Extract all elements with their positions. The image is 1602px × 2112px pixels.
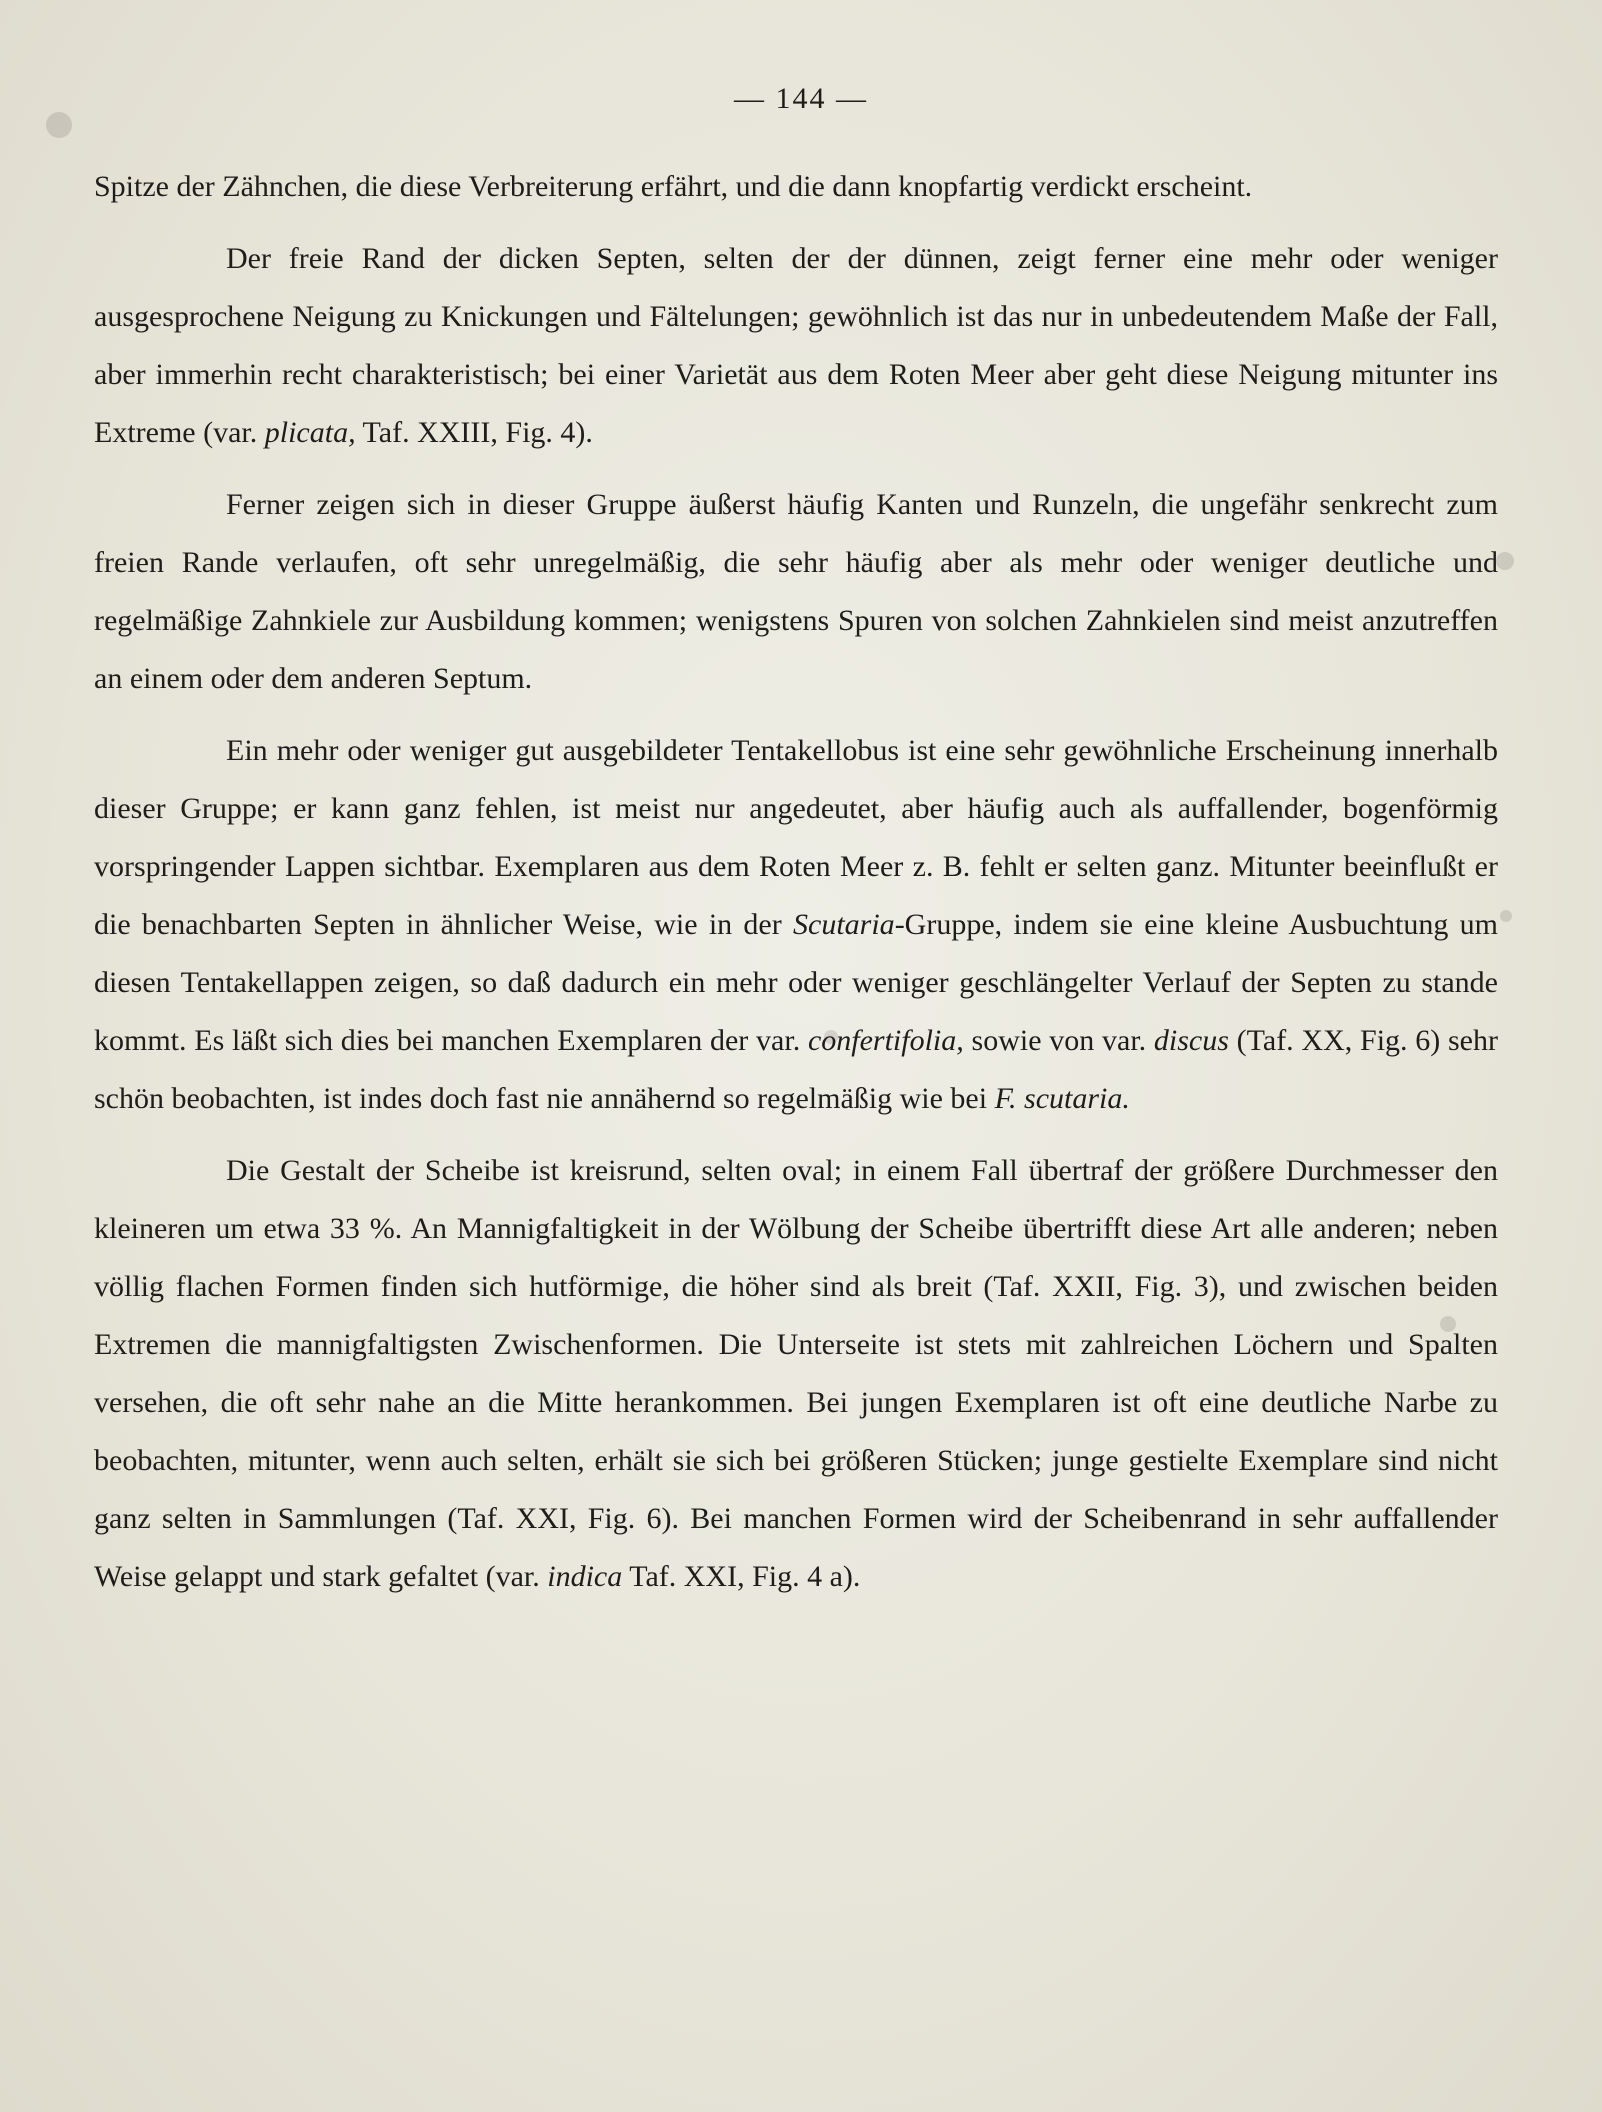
italic-term: plicata, [264,416,356,449]
text-run: Taf. XXIII, Fig. 4). [355,416,593,449]
text-run: Spitze der Zähnchen, die diese Verbreiterung erfährt, und die dann knopfartig verdickt erscheint. [94,170,1253,203]
paragraph [94,158,1498,216]
text-run: Taf. XXI, Fig. 4 a). [622,1560,861,1593]
text-run: Die Gestalt der Scheibe ist kreisrund, selten oval; in einem Fall übertraf der größere Durchmesser den kleineren um etwa 33 %. An Mannigfaltigkeit in der Wölbung der Scheibe übertrifft diese Art alle anderen; neben völlig flachen Formen finden sich hutförmige, die höher sind als breit (Taf. XXII, Fig. 3), und zwischen beiden Extremen die mannigfaltigsten Zwischenformen. Die Unterseite ist stets mit zahlreichen Löchern und Spalten versehen, die oft sehr nahe an die Mitte herankommen. Bei jungen Exemplaren ist oft eine deutliche Narbe zu beobachten, mitunter, wenn auch selten, erhält sie sich bei größeren Stücken; junge gestielte Exemplare sind nicht ganz selten in Sammlungen (Taf. XXI, Fig. 6). Bei manchen Formen wird der Scheibenrand in sehr auffallender Weise gelappt und stark gefaltet (var. [94,1154,1498,1593]
text-run: (Taf. XX, Fig. 6) sehr schön beobachten, ist indes doch fast nie annähernd so regelmäßig wie bei [94,1024,1498,1115]
paragraph [94,230,1498,462]
page-number: — 144 — [734,82,868,115]
paper-speck [1496,552,1514,570]
paragraph [94,1142,1498,1606]
text-run: sowie von var. [963,1024,1154,1057]
text-run: Der freie Rand der dicken Septen, selten der der dünnen, zeigt ferner eine mehr oder weniger ausgesprochene Neigung zu Knickungen und Fältelungen; gewöhnlich ist das nur in unbedeutendem Maße der Fall, aber immerhin recht charakteristisch; bei einer Varietät aus dem Roten Meer aber geht diese Neigung mitunter ins Extreme (var. [94,242,1498,449]
italic-term: discus [1153,1024,1229,1057]
italic-term: F. scutaria. [994,1082,1130,1115]
paragraph [94,476,1498,708]
text-run: Ein mehr oder weniger gut ausgebildeter Tentakellobus ist eine sehr gewöhnliche Erscheinung innerhalb dieser Gruppe; er kann ganz fehlen, ist meist nur angedeutet, aber häufig auch als auffallender, bogenförmig vorspringender Lappen sichtbar. Exemplaren aus dem Roten Meer z. B. fehlt er selten ganz. Mitunter beeinflußt er die benachbarten Septen in ähnlicher Weise, wie in der [94,734,1498,941]
text-run: -Gruppe, indem sie eine kleine Ausbuchtung um diesen Tentakellappen zeigen, so daß dadurch ein mehr oder weniger geschlängelter Verlauf der Septen zu stande kommt. Es läßt sich dies bei manchen Exemplaren der var. [94,908,1498,1057]
paragraph [94,722,1498,1128]
italic-term: Scutaria [793,908,895,941]
text-run: Ferner zeigen sich in dieser Gruppe äußerst häufig Kanten und Runzeln, die ungefähr senkrecht zum freien Rande verlaufen, oft sehr unregelmäßig, die sehr häufig aber als mehr oder weniger deutliche und regelmäßige Zahnkiele zur Ausbildung kommen; wenigstens Spuren von solchen Zahnkielen sind meist anzutreffen an einem oder dem anderen Septum. [94,488,1498,695]
italic-term: confertifolia, [807,1024,964,1057]
paper-speck [1500,910,1512,922]
body-text [94,158,1498,1606]
italic-term: indica [547,1560,623,1593]
